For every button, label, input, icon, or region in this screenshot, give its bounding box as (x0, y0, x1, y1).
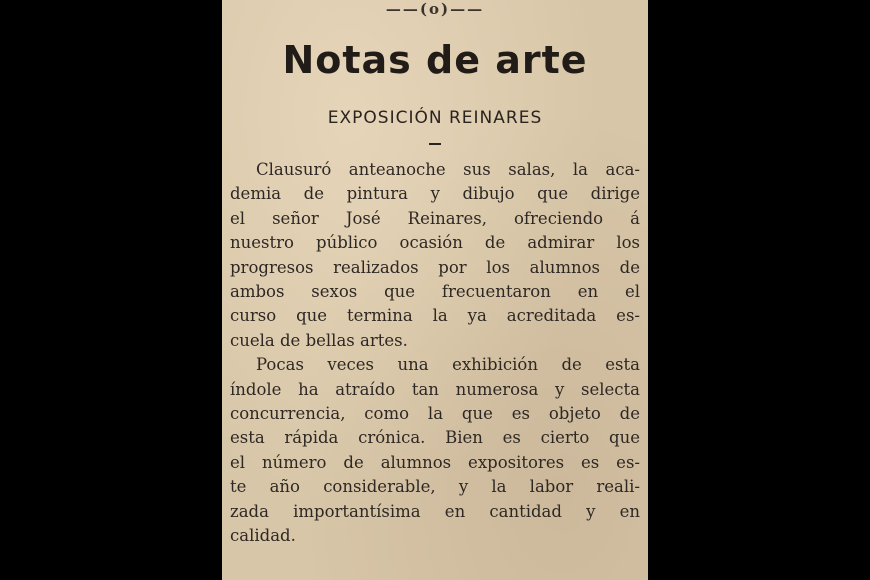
text-line: demia de pintura y dibujo que dirige (230, 184, 640, 204)
newspaper-clipping (222, 0, 648, 580)
article-body (230, 158, 640, 549)
article-subtitle: EXPOSICIÓN REINARES (327, 108, 543, 128)
article-title: Notas de arte (282, 38, 588, 82)
text-line: esta rápida crónica. Bien es cierto que (230, 428, 640, 448)
title-rule (429, 143, 441, 145)
paragraph-2 (230, 353, 640, 548)
text-line: ambos sexos que frecuentaron en el (230, 282, 640, 302)
text-line: zada importantísima en cantidad y en (230, 501, 640, 521)
text-line: índole ha atraído tan numerosa y selecta (230, 379, 640, 399)
section-separator: ——(o)—— (385, 0, 485, 18)
text-line: concurrencia, como la que es objeto de (230, 404, 640, 424)
text-line: progresos realizados por los alumnos de (230, 257, 640, 277)
text-line: el señor José Reinares, ofreciendo á (230, 208, 640, 228)
text-line: curso que termina la ya acreditada es- (230, 306, 640, 326)
text-line: calidad. (230, 526, 296, 546)
paragraph-1 (230, 158, 640, 353)
text-line: te año considerable, y la labor reali- (230, 477, 640, 497)
text-line: Clausuró anteanoche sus salas, la aca- (256, 160, 640, 179)
text-line: nuestro público ocasión de admirar los (230, 233, 640, 253)
text-line: cuela de bellas artes. (230, 330, 408, 350)
text-line: el número de alumnos expositores es es- (230, 452, 640, 472)
text-line: Pocas veces una exhibición de esta (256, 355, 640, 375)
